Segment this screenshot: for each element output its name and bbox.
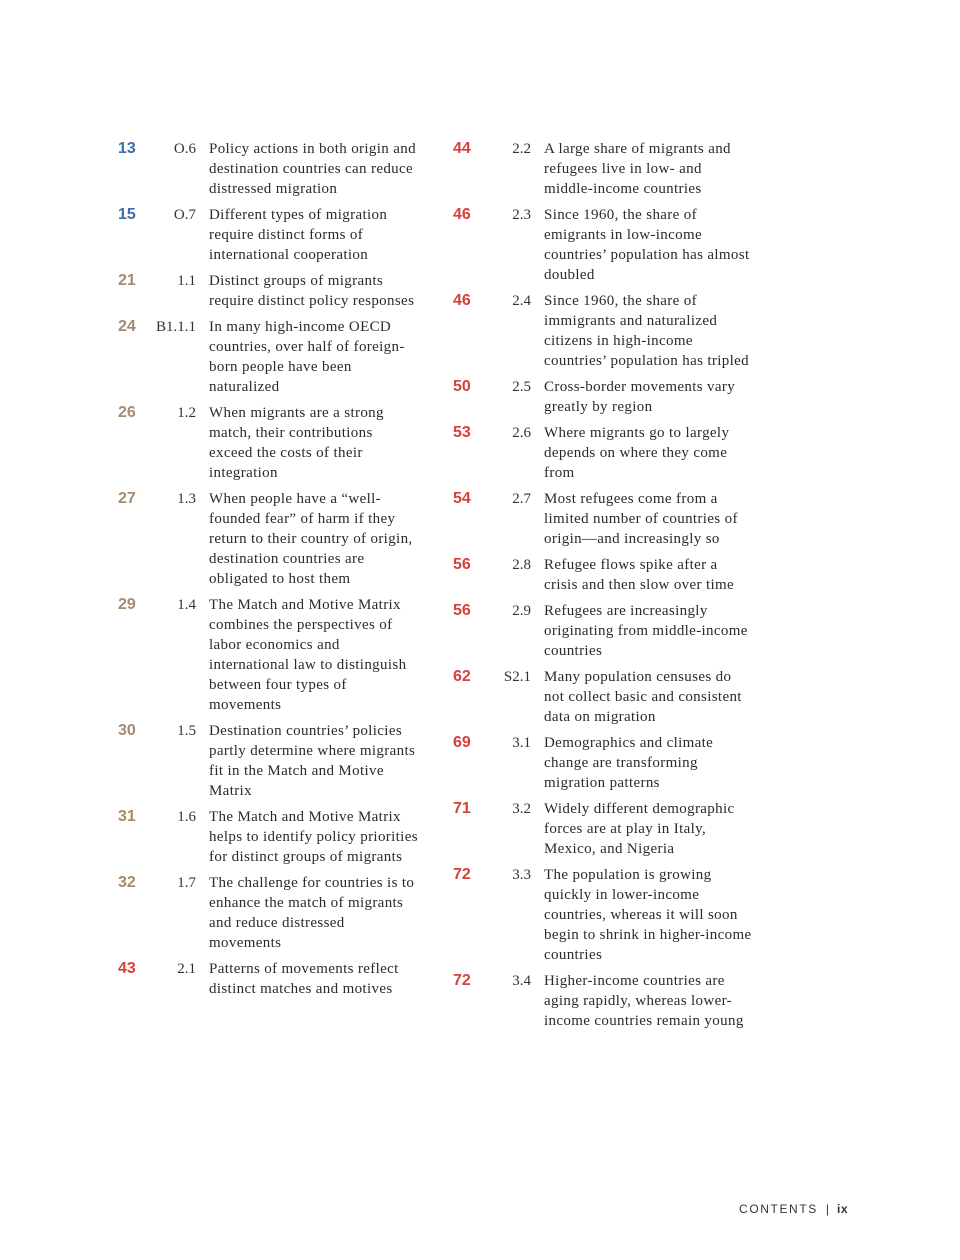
toc-entry[interactable] [453, 205, 753, 285]
toc-entry[interactable] [453, 971, 753, 1031]
figure-number: 2.9 [512, 603, 531, 619]
toc-entry[interactable] [118, 403, 418, 483]
footer-page-number: ix [836, 1202, 848, 1216]
figure-number: 1.4 [177, 597, 196, 613]
page-number: 69 [453, 734, 471, 751]
figure-title: In many high-income OECD countries, over half of foreign-born people have been naturalized [209, 319, 405, 395]
page-number: 62 [453, 668, 471, 685]
page-number: 31 [118, 808, 136, 825]
figure-title: Demographics and climate change are transforming migration patterns [544, 735, 714, 791]
toc-entry[interactable] [453, 667, 753, 727]
toc-entry[interactable] [118, 721, 418, 801]
figure-number: 3.2 [512, 801, 531, 817]
toc-entry[interactable] [453, 555, 753, 595]
figure-title: Different types of migration require distinct forms of international cooperation [209, 207, 388, 263]
page-number: 26 [118, 404, 136, 421]
figure-title: Since 1960, the share of emigrants in low-income countries’ population has almost doubled [544, 207, 750, 283]
figure-title: Many population censuses do not collect basic and consistent data on migration [544, 669, 742, 725]
page-number: 71 [453, 800, 471, 817]
figure-title: Distinct groups of migrants require distinct policy responses [209, 273, 415, 309]
toc-entry[interactable] [118, 873, 418, 953]
figure-title: Destination countries’ policies partly determine where migrants fit in the Match and Motive Matrix [209, 723, 416, 799]
page-number: 46 [453, 292, 471, 309]
figure-title: When people have a “well-founded fear” of harm if they return to their country of origin, destination countries are obligated to host them [209, 491, 413, 587]
figure-title: Since 1960, the share of immigrants and naturalized citizens in high-income countries’ population has tripled [544, 293, 749, 369]
figure-title: The challenge for countries is to enhance the match of migrants and reduce distressed movements [209, 875, 415, 951]
toc-column-right [453, 139, 753, 1037]
figure-number: 2.2 [512, 141, 531, 157]
toc-entry[interactable] [118, 271, 418, 311]
toc-entry[interactable] [453, 423, 753, 483]
page-number: 54 [453, 490, 471, 507]
toc-entry[interactable] [453, 733, 753, 793]
figure-number: O.6 [173, 141, 196, 157]
figure-title: A large share of migrants and refugees live in low- and middle-income countries [544, 141, 731, 197]
toc-entry[interactable] [118, 807, 418, 867]
page-number: 44 [453, 140, 471, 157]
page-number: 56 [453, 602, 471, 619]
figure-number: 1.6 [177, 809, 196, 825]
toc-entry[interactable] [453, 139, 753, 199]
toc-entry[interactable] [118, 205, 418, 265]
page-number: 27 [118, 490, 136, 507]
toc-entry[interactable] [453, 865, 753, 965]
figure-number: 2.5 [512, 379, 531, 395]
figure-title: The Match and Motive Matrix helps to identify policy priorities for distinct groups of migrants [209, 809, 418, 865]
page-number: 13 [118, 140, 136, 157]
figure-number: S2.1 [503, 669, 531, 685]
page-number: 29 [118, 596, 136, 613]
toc-column-left [118, 139, 418, 1005]
figure-title: The Match and Motive Matrix combines the perspectives of labor economics and international law to distinguish between four types of movements [209, 597, 407, 713]
figure-number: 1.7 [177, 875, 196, 891]
footer-section: CONTENTS [739, 1202, 818, 1216]
figure-number: 2.8 [512, 557, 531, 573]
page-number: 53 [453, 424, 471, 441]
page-number: 21 [118, 272, 136, 289]
figure-title: Most refugees come from a limited number of countries of origin—and increasingly so [544, 491, 738, 547]
page-number: 56 [453, 556, 471, 573]
figure-number: 3.1 [512, 735, 531, 751]
figure-number: 1.3 [177, 491, 196, 507]
page-number: 50 [453, 378, 471, 395]
page-number: 24 [118, 318, 136, 335]
figure-title: Refugees are increasingly originating from middle-income countries [544, 603, 748, 659]
figure-title: Refugee flows spike after a crisis and then slow over time [544, 557, 735, 593]
page-number: 15 [118, 206, 136, 223]
page-number: 46 [453, 206, 471, 223]
toc-entry[interactable] [453, 799, 753, 859]
toc-entry[interactable] [118, 489, 418, 589]
figure-title: Where migrants go to largely depends on where they come from [544, 425, 730, 481]
toc-entry[interactable] [453, 377, 753, 417]
figure-title: Policy actions in both origin and destination countries can reduce distressed migration [209, 141, 416, 197]
page-number: 72 [453, 972, 471, 989]
page-footer [739, 1202, 848, 1216]
figure-number: 1.5 [177, 723, 196, 739]
figure-number: 2.7 [512, 491, 531, 507]
toc-entry[interactable] [453, 291, 753, 371]
page-number: 43 [118, 960, 136, 977]
figure-title: Higher-income countries are aging rapidly, whereas lower-income countries remain young [544, 973, 744, 1029]
toc-entry[interactable] [118, 959, 418, 999]
figure-title: The population is growing quickly in lower-income countries, whereas it will soon begin to shrink in higher-income countries [544, 867, 752, 963]
figure-number: 2.4 [512, 293, 531, 309]
page-number: 72 [453, 866, 471, 883]
figure-title: Patterns of movements reflect distinct matches and motives [209, 961, 399, 997]
toc-entry[interactable] [453, 489, 753, 549]
page-number: 30 [118, 722, 136, 739]
figure-number: 3.3 [512, 867, 531, 883]
toc-entry[interactable] [118, 595, 418, 715]
toc-entry[interactable] [118, 139, 418, 199]
figure-title: Widely different demographic forces are at play in Italy, Mexico, and Nigeria [544, 801, 735, 857]
figure-number: 1.1 [177, 273, 196, 289]
footer-separator: | [825, 1202, 829, 1216]
figure-number: 2.1 [177, 961, 196, 977]
figure-number: 3.4 [512, 973, 531, 989]
figure-title: Cross-border movements vary greatly by region [544, 379, 736, 415]
figure-number: B1.1.1 [155, 319, 196, 335]
figure-number: 2.3 [512, 207, 531, 223]
toc-entry[interactable] [453, 601, 753, 661]
figure-number: 2.6 [512, 425, 531, 441]
figure-number: 1.2 [177, 405, 196, 421]
figure-number: O.7 [173, 207, 196, 223]
page-number: 32 [118, 874, 136, 891]
toc-entry[interactable] [118, 317, 418, 397]
figure-title: When migrants are a strong match, their contributions exceed the costs of their integration [209, 405, 384, 481]
